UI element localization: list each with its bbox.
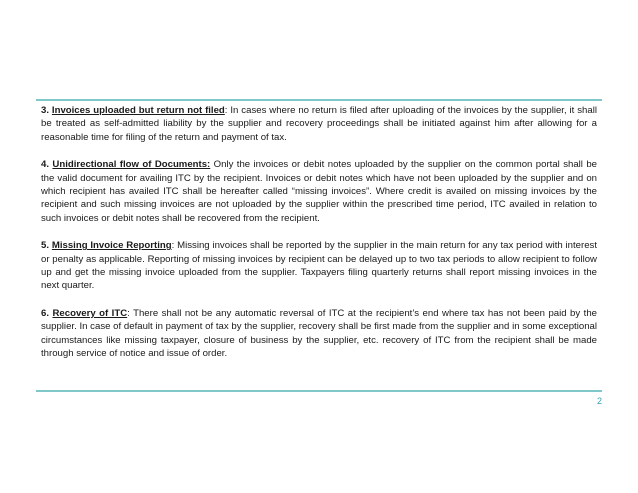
point-number: 5. (41, 240, 52, 252)
point-unidirectional-flow (41, 158, 597, 225)
point-body: There shall not be any automatic reversal of ITC at the recipient’s end where tax has not been paid by the supplier. In case of default in payment of tax by the supplier, recovery shall be first made from the supplier and in some exceptional circumstances like missing taxpayer, closure of business by the supplier, etc. recovery of ITC from the recipient shall be made through service of notice and issue of order. (41, 307, 597, 360)
point-invoices-uploaded (41, 104, 597, 144)
point-number: 4. (41, 159, 53, 171)
point-recovery-of-itc (41, 307, 597, 361)
point-missing-invoice-reporting (41, 239, 597, 293)
point-heading: Unidirectional flow of Documents: (52, 159, 211, 171)
page-number: 2 (596, 396, 602, 406)
point-heading: Missing Invoice Reporting (51, 240, 172, 252)
point-number: 6. (41, 307, 53, 319)
point-separator: : (224, 105, 231, 116)
point-separator: : (171, 240, 178, 252)
point-body: Only the invoices or debit notes uploaded by the supplier on the common portal shall be the valid document for availing ITC by the recipient. Invoices or debit notes which have not been uploaded by the supplier and on which recipient has availed ITC shall be hereafter called “missing invoices”. Where credit is availed on missing invoices by the recipient and such missing invoices are not uploaded by the supplier within the prescribed time period, ITC availed in relation to such invoices or debit notes shall be recovered from the recipient. (41, 159, 597, 224)
point-heading: Invoices uploaded but return not filed (51, 105, 225, 116)
point-heading: Recovery of ITC (52, 307, 128, 319)
bottom-divider (36, 390, 602, 392)
point-separator: : (127, 307, 134, 319)
document-body (41, 104, 597, 361)
top-divider (36, 99, 602, 101)
point-body: Missing invoices shall be reported by the supplier in the main return for any tax period with interest or penalty as applicable. Reporting of missing invoices by recipient can be delayed up to two tax periods to allow recipient to follow up and get the missing invoice uploaded from the supplier. Taxpayers filing quarterly returns shall report missing invoices in the next quarter. (41, 240, 597, 292)
point-body: In cases where no return is filed after uploading of the invoices by the supplier, it shall be treated as self-admitted liability by the supplier and recovery proceedings shall be initiated against him after allowing for a reasonable time for filing of the return and payment of tax. (41, 105, 597, 143)
point-number: 3. (41, 105, 52, 116)
